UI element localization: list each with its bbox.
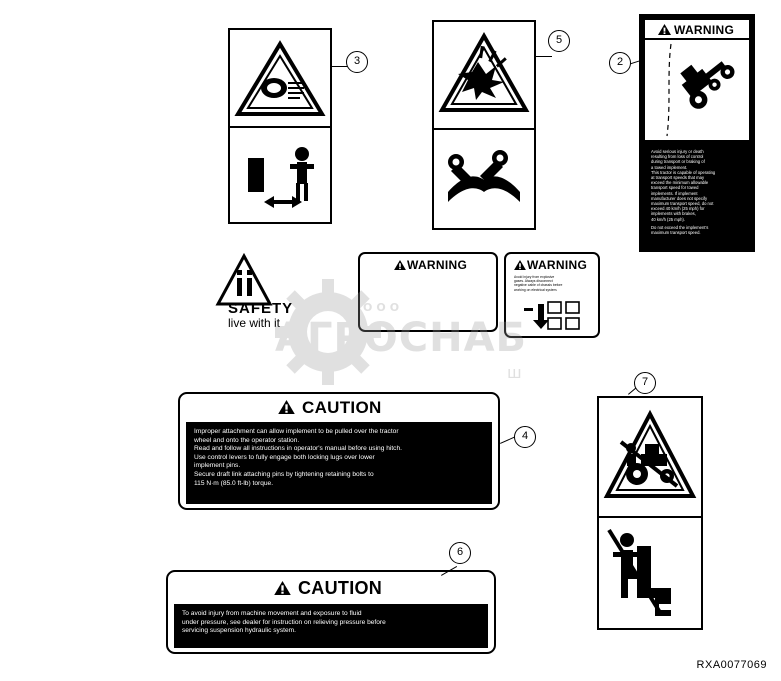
callout-5[interactable]: 5 [548, 30, 570, 52]
stand-clear-pedestrian-icon [230, 128, 330, 222]
caution-triangle-icon [278, 400, 295, 414]
decal-4[interactable] [178, 392, 500, 510]
no-riders-tractor-icon [599, 398, 701, 514]
read-operators-manual-icon [434, 130, 534, 228]
decal-3-panel-top [230, 30, 330, 126]
decal-warning-left-header [360, 257, 496, 273]
callout-4[interactable]: 4 [514, 426, 536, 448]
decal-7[interactable] [597, 396, 703, 630]
decal-4-body [186, 422, 492, 504]
decal-7-panel-top [599, 398, 701, 514]
decal-6-body [174, 604, 488, 648]
caution-triangle-icon [274, 581, 291, 595]
callout-2[interactable]: 2 [609, 52, 631, 74]
decal-4-header [180, 398, 498, 418]
decal-6-header [168, 578, 494, 600]
decal-6-body-text: To avoid injury from machine movement and exposure to fluid under pressure, see dealer for instruction on relieving pressure before servicing suspension hydraulic system. [182, 610, 386, 635]
decal-warning-left-label: WARNING [407, 258, 468, 272]
decal-warning-right-body: Avoid injury from explosive gases. Always disconnect negative cable of chassis before working on electrical system. [514, 275, 563, 292]
decal-3[interactable] [228, 28, 332, 224]
decal-warning-right-header [506, 257, 598, 273]
decal-warning-left[interactable] [358, 252, 498, 332]
decal-5[interactable] [432, 20, 536, 230]
decal-6-header-label: CAUTION [298, 578, 383, 598]
decal-warning-right-label: WARNING [527, 258, 588, 272]
callout-3[interactable]: 3 [346, 51, 368, 73]
decal-6[interactable] [166, 570, 496, 654]
decal-7-panel-bottom [599, 518, 701, 628]
watermark-main-text: АГРОСНАБ [275, 315, 528, 361]
decal-2-pictorial [645, 40, 749, 140]
callout-7[interactable]: 7 [634, 372, 656, 394]
no-passenger-seat-icon [599, 518, 701, 628]
document-code: RXA0077069 [696, 659, 767, 671]
decal-5-leader [536, 56, 552, 57]
decal-5-panel-top [434, 22, 534, 126]
safety-logo-line1: SAFETY [228, 300, 294, 317]
watermark-suffix: ш [507, 363, 522, 382]
explosion-hazard-icon [434, 22, 534, 126]
decal-2-body-text: Avoid serious injury or death resulting from loss of control during transport or braking of a towed implement. This tractor is capable of operating at transport speeds that may exceed the minimum allowable transport speed for towed implements. If implement manufacturer does not specify maximum transport speed, do not exceed 40 km/h (25 mph) for implements with brakes, 40 km/h (25 mph). Do not exceed the implement's maximum transport speed. [651, 149, 716, 236]
battery-terminal-icon [518, 298, 582, 332]
decal-3-panel-bottom [230, 128, 330, 222]
warning-triangle-icon [658, 24, 671, 35]
warning-triangle-icon [514, 260, 526, 270]
decal-4-leader [500, 436, 515, 443]
safety-logo-line2: live with it [228, 316, 281, 330]
callout-6[interactable]: 6 [449, 542, 471, 564]
decal-5-panel-bottom [434, 130, 534, 228]
flying-object-hazard-icon [230, 30, 330, 126]
watermark-top-text: ООО [363, 301, 404, 314]
decal-2[interactable] [639, 14, 755, 252]
decal-2-header [645, 20, 749, 38]
warning-triangle-icon [394, 260, 406, 270]
safety-logo [214, 250, 304, 332]
implement-towing-speed-icon [645, 40, 749, 140]
decal-4-body-text: Improper attachment can allow implement to be pulled over the tractor wheel and onto the operator station. Read and follow all instructions in operator's manual before using hitch. Use control levers to fully engage both locking lugs over lower implement pins. Secure draft link attaching pins by tightening retaining bolts to 115 N·m (85.0 ft-lb) torque. [194, 428, 402, 487]
decal-4-header-label: CAUTION [302, 398, 382, 417]
decal-2-header-label: WARNING [674, 23, 735, 37]
decal-2-body [645, 144, 749, 246]
decal-warning-right[interactable] [504, 252, 600, 338]
